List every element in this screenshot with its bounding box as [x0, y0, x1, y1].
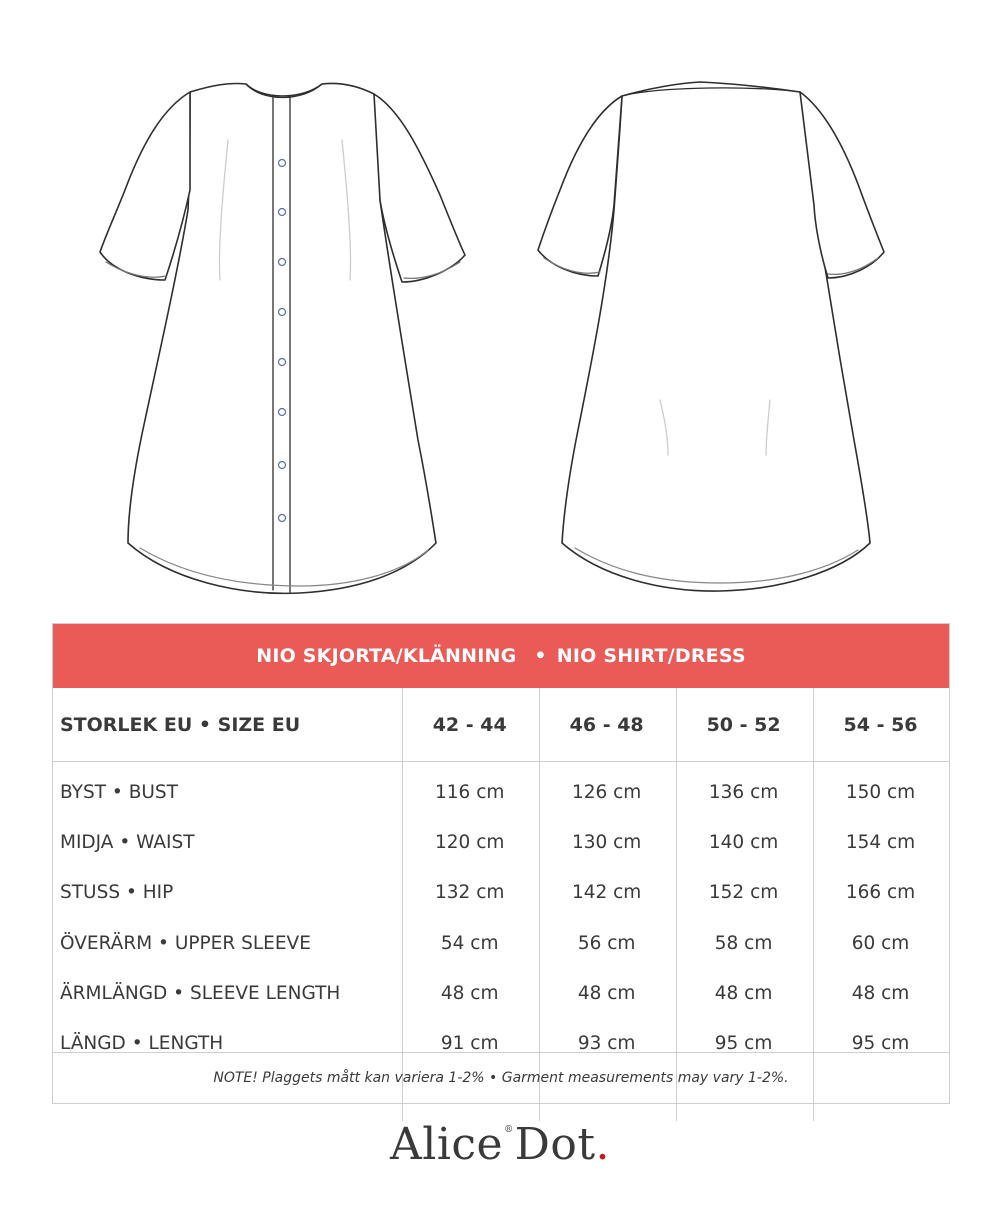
measurement-value: 150 cm — [845, 781, 916, 803]
measurement-note: NOTE! Plaggets mått kan variera 1-2% • Garment measurements may vary 1-2%. — [53, 1052, 949, 1103]
front-left-sleeve — [100, 92, 190, 280]
header-size: 54 - 56 — [843, 713, 918, 736]
measurement-label: BYST • BUST — [60, 781, 178, 803]
measurement-value: 120 cm — [435, 831, 505, 853]
measurement-value: 48 cm — [440, 982, 499, 1004]
table-grid — [53, 688, 949, 1069]
registered-mark: ® — [504, 1125, 514, 1135]
back-view-sketch — [538, 82, 884, 591]
table-row — [53, 817, 949, 867]
size-table — [52, 623, 950, 1104]
header-size: 42 - 44 — [432, 713, 507, 736]
brand-name-part1: Alice — [389, 1118, 504, 1170]
measurement-value: 48 cm — [714, 982, 773, 1004]
measurement-value: 116 cm — [435, 781, 505, 803]
measurement-value: 48 cm — [851, 982, 910, 1004]
measurement-value: 126 cm — [571, 781, 642, 803]
brand-dot: . — [595, 1118, 611, 1170]
measurement-value: 95 cm — [714, 1033, 773, 1055]
measurement-value: 60 cm — [851, 932, 910, 954]
measurement-label: ÖVERÄRM • UPPER SLEEVE — [60, 932, 311, 954]
measurement-label: STUSS • HIP — [60, 882, 174, 904]
measurement-value: 58 cm — [714, 932, 773, 954]
measurement-value: 152 cm — [708, 882, 779, 904]
table-row — [53, 918, 949, 968]
table-title-sv: NIO SKJORTA/KLÄNNING — [256, 645, 517, 667]
measurement-value: 136 cm — [708, 781, 779, 803]
table-row — [53, 868, 949, 918]
measurement-value: 140 cm — [708, 831, 779, 853]
measurement-value: 142 cm — [571, 882, 642, 904]
measurement-value: 154 cm — [845, 831, 916, 853]
table-header-row — [53, 688, 949, 762]
header-size: 46 - 48 — [569, 713, 644, 736]
measurement-value: 56 cm — [577, 932, 636, 954]
table-title-separator: • — [534, 645, 547, 667]
measurement-value: 95 cm — [851, 1033, 910, 1055]
measurement-value: 130 cm — [571, 831, 642, 853]
table-row — [53, 767, 949, 817]
measurement-value: 91 cm — [440, 1033, 499, 1055]
table-title-en: NIO SHIRT/DRESS — [556, 645, 746, 667]
table-title — [53, 624, 949, 688]
measurement-label: LÄNGD • LENGTH — [60, 1033, 224, 1055]
brand-logo — [0, 1114, 1000, 1174]
brand-name-part2: Dot — [514, 1118, 596, 1170]
measurement-value: 166 cm — [845, 882, 916, 904]
header-size-label: STORLEK EU • SIZE EU — [60, 713, 301, 736]
measurement-value: 132 cm — [435, 882, 505, 904]
measurement-value: 54 cm — [440, 932, 499, 954]
header-size: 50 - 52 — [706, 713, 781, 736]
measurement-label: MIDJA • WAIST — [60, 831, 195, 853]
measurement-value: 93 cm — [577, 1033, 636, 1055]
measurement-value: 48 cm — [577, 982, 636, 1004]
measurement-label: ÄRMLÄNGD • SLEEVE LENGTH — [60, 982, 341, 1004]
table-row — [53, 968, 949, 1018]
